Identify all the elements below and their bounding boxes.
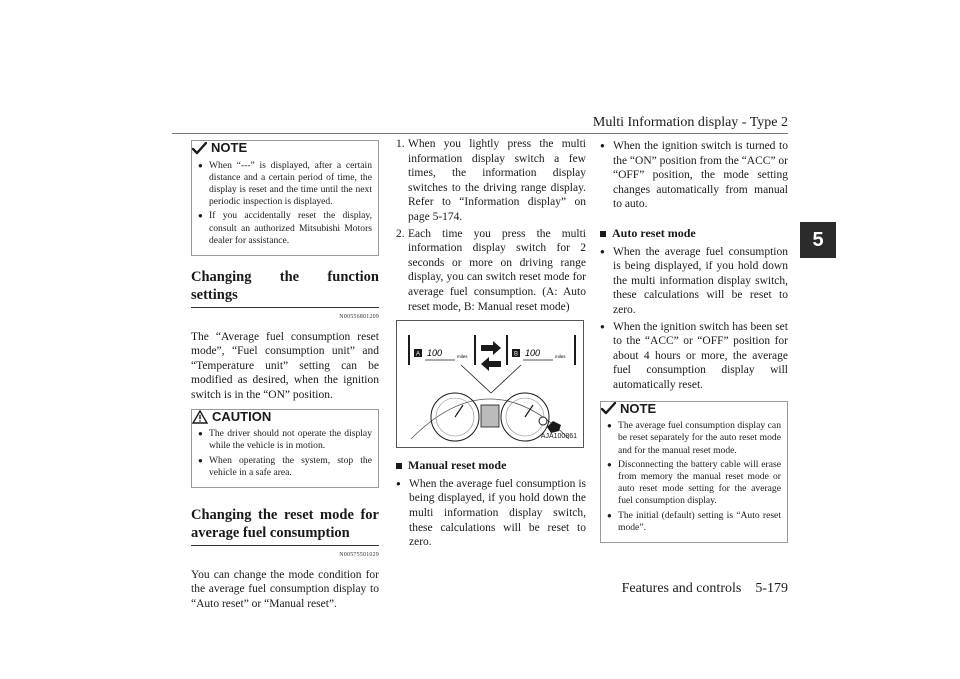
arrow-right-icon xyxy=(481,341,501,355)
caution-label: CAUTION xyxy=(212,408,272,424)
display-value-a: 100 xyxy=(427,348,443,359)
label-a: A xyxy=(415,351,421,358)
footer-section: Features and controls xyxy=(621,581,742,596)
step-number: 2. xyxy=(396,227,405,240)
note-item: ● The average fuel consumption display can be reset separately for the auto reset mode and for the manual reset mode. xyxy=(607,420,781,457)
page-header-title: Multi Information display - Type 2 xyxy=(592,115,788,130)
note-icon xyxy=(192,142,207,155)
chapter-tab: 5 xyxy=(800,222,836,258)
ignition-item: ● When the ignition switch is turned to the “ON” position from the “ACC” or “OFF” position, the mode setting changes automatically from manual to auto. xyxy=(600,139,788,212)
display-figure xyxy=(396,320,584,448)
page-number: 5-179 xyxy=(755,581,788,596)
column-middle xyxy=(396,137,586,552)
section-title-reset-mode: Changing the reset mode for average fuel consumption xyxy=(191,506,379,546)
auto-reset-item: ● When the average fuel consumption is being displayed, if you hold down the multi information display switch, these calculations will be reset to zero. xyxy=(600,245,788,318)
column-left xyxy=(191,140,379,615)
section-code: N00575501029 xyxy=(339,551,379,558)
subheading-text: Auto reset mode xyxy=(612,225,696,240)
note-item: ● When “---” is displayed, after a certain distance and a certain period of time, the display is reset and the time until the next periodic inspection is displayed. xyxy=(198,160,372,209)
square-bullet-icon xyxy=(396,463,402,469)
step-text: Each time you press the multi information display switch for 2 seconds or more on driving range display, you can switch reset mode for average fuel consumption. (A: Auto reset mode, B: Manual reset mode) xyxy=(408,227,586,313)
section-body: You can change the mode condition for the average fuel consumption display to “Auto reset” or “Manual reset”. xyxy=(191,568,379,610)
header-rule xyxy=(172,133,788,134)
subheading-auto-reset xyxy=(600,226,788,241)
display-value-b: 100 xyxy=(525,348,541,359)
figure-code: AJA100861 xyxy=(540,432,577,440)
column-right xyxy=(600,137,788,543)
auto-reset-item: ● When the ignition switch has been set to the “ACC” or “OFF” position for about 4 hours or more, the average fuel consumption display will automatically reset. xyxy=(600,320,788,393)
note-item: ● The initial (default) setting is “Auto reset mode”. xyxy=(607,510,781,534)
note-icon xyxy=(601,402,616,415)
note-item: ● If you accidentally reset the display, consult an authorized Mitsubishi Motors dealer for assistance. xyxy=(198,210,372,247)
note-box xyxy=(191,140,379,256)
square-bullet-icon xyxy=(600,231,606,237)
caution-item: ● The driver should not operate the display while the vehicle is in motion. xyxy=(198,428,372,452)
step-number: 1. xyxy=(396,138,405,150)
manual-reset-item: ● When the average fuel consumption is being displayed, if you hold down the multi information display switch, these calculations will be reset to zero. xyxy=(396,477,586,550)
subheading-text: Manual reset mode xyxy=(408,458,507,473)
section-title-function-settings: Changing the function settings xyxy=(191,268,379,308)
display-unit-a: miles xyxy=(457,354,468,360)
caution-item: ● When operating the system, stop the vehicle in a safe area. xyxy=(198,455,372,479)
note-item: ● Disconnecting the battery cable will erase from memory the manual reset mode or auto reset mode setting for the average fuel consumption display. xyxy=(607,459,781,508)
step-item xyxy=(396,137,586,225)
display-unit-b: miles xyxy=(555,354,566,360)
caution-triangle-icon xyxy=(192,410,208,424)
note-header xyxy=(601,402,781,417)
subheading-manual-reset xyxy=(396,458,586,473)
note-box xyxy=(600,401,788,543)
label-b: B xyxy=(513,351,519,358)
caution-box xyxy=(191,409,379,488)
instrument-cluster-illustration xyxy=(397,321,583,447)
note-header xyxy=(192,141,372,156)
note-label: NOTE xyxy=(620,400,657,416)
section-body: The “Average fuel consumption reset mode”, “Fuel consumption unit” and “Temperature unit” setting can be modified as desired, when the ignition switch is in the “ON” position. xyxy=(191,330,379,401)
step-item xyxy=(396,227,586,315)
caution-header xyxy=(192,410,372,425)
section-code: N00556801209 xyxy=(339,314,379,321)
note-label: NOTE xyxy=(211,140,248,155)
page-footer xyxy=(622,581,788,597)
step-text: When you lightly press the multi information display switch a few times, the information display switches to the driving range display. Refer to “Information display” on page 5-174. xyxy=(408,138,586,223)
arrow-left-icon xyxy=(481,357,501,371)
